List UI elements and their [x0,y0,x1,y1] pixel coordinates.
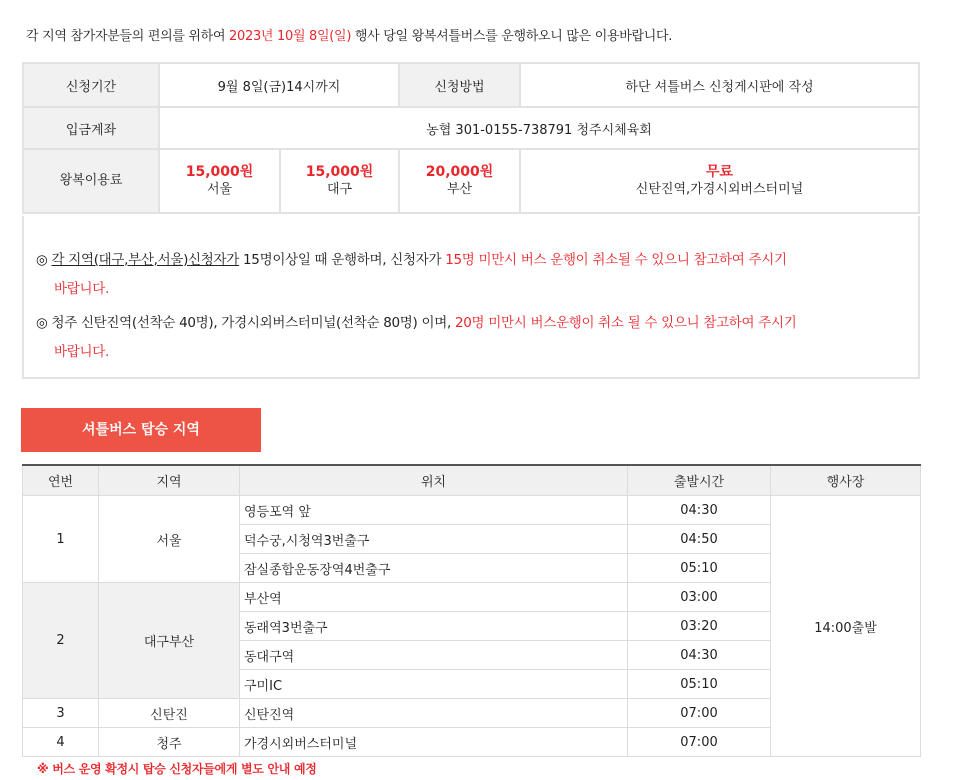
period-value: 9월 8일(금)14시까지 [159,63,399,107]
departure-time: 04:30 [628,496,771,525]
intro-before: 각 지역 참가자분들의 편의를 위하여 [26,29,230,44]
stop-location: 신탄진역 [240,699,628,728]
stop-location: 부산역 [240,583,628,612]
fee-busan [399,149,520,213]
method-label: 신청방법 [399,63,520,107]
fee-city: 대구 [326,182,353,197]
stop-location: 잠실종합운동장역4번출구 [240,554,628,583]
row-number: 3 [23,699,99,728]
venue-departure: 14:00출발 [771,496,921,757]
account-label: 입금계좌 [23,107,159,149]
row-number: 2 [23,583,99,699]
notice-warning: 20명 미만시 버스운행이 취소 될 수 있으니 참고하여 주시기 [454,315,797,331]
fee-daegu [280,149,399,213]
fee-amount: 무료 [705,164,734,180]
fee-city: 신탄진역,가경시외버스터미널 [635,182,804,197]
stop-location: 동대구역 [240,641,628,670]
departure-time: 04:50 [628,525,771,554]
stop-location: 동래역3번출구 [240,612,628,641]
departure-time: 03:20 [628,612,771,641]
notice-item-2 [36,304,908,338]
row-number: 4 [23,728,99,757]
table-header-row [23,465,921,496]
stop-location: 덕수궁,시청역3번출구 [240,525,628,554]
stop-location: 구미IC [240,670,628,699]
notice-item-1-cont [36,275,908,304]
region-name: 대구부산 [99,583,240,699]
col-header-no: 연번 [23,465,99,496]
table-row [23,496,921,525]
notice-box [22,216,920,379]
fee-free [520,149,919,213]
notice-text: 15명이상일 때 운행하며, 신청자가 [239,252,446,268]
row-number: 1 [23,496,99,583]
notice-regions: 각 지역(대구,부산,서울)신청자가 [51,252,240,268]
col-header-time: 출발시간 [628,465,771,496]
notice-warning: 바랍니다. [54,344,109,360]
intro-text [26,25,672,44]
col-header-location: 위치 [240,465,628,496]
col-header-venue: 행사장 [771,465,921,496]
region-name: 서울 [99,496,240,583]
notice-item-2-cont [36,338,908,367]
notice-item-1 [36,216,908,275]
fee-label: 왕복이용료 [23,149,159,213]
region-name: 청주 [99,728,240,757]
period-label: 신청기간 [23,63,159,107]
col-header-region: 지역 [99,465,240,496]
stop-location: 가경시외버스터미널 [240,728,628,757]
method-value: 하단 셔틀버스 신청게시판에 작성 [520,63,919,107]
intro-after: 행사 당일 왕복셔틀버스를 운행하오니 많은 이용바랍니다. [351,29,673,44]
footnote: ※ 버스 운영 확정시 탑승 신청자들에게 별도 안내 예정 [37,762,317,776]
fee-city: 서울 [206,182,233,197]
fee-amount: 20,000원 [425,164,494,180]
region-name: 신탄진 [99,699,240,728]
departure-time: 07:00 [628,699,771,728]
departure-time: 03:00 [628,583,771,612]
departure-time: 05:10 [628,670,771,699]
notice-warning: 15명 미만시 버스 운행이 취소될 수 있으니 참고하여 주시기 [445,252,787,268]
departure-time: 07:00 [628,728,771,757]
notice-text: ◎ 청주 신탄진역(선착순 40명), 가경시외버스터미널(선착순 80명) 이며, [36,315,455,331]
fee-amount: 15,000원 [185,164,254,180]
notice-mark: ◎ [36,252,52,268]
shuttle-stops-table [22,464,921,757]
account-value: 농협 301-0155-738791 청주시체육회 [159,107,919,149]
departure-time: 04:30 [628,641,771,670]
section-title: 셔틀버스 탑승 지역 [21,408,261,452]
stop-location: 영등포역 앞 [240,496,628,525]
fee-seoul [159,149,280,213]
application-info-table [22,62,920,214]
fee-city: 부산 [446,182,473,197]
departure-time: 05:10 [628,554,771,583]
event-date: 2023년 10월 8일(일) [229,29,352,44]
notice-warning: 바랍니다. [54,281,109,297]
fee-amount: 15,000원 [305,164,374,180]
